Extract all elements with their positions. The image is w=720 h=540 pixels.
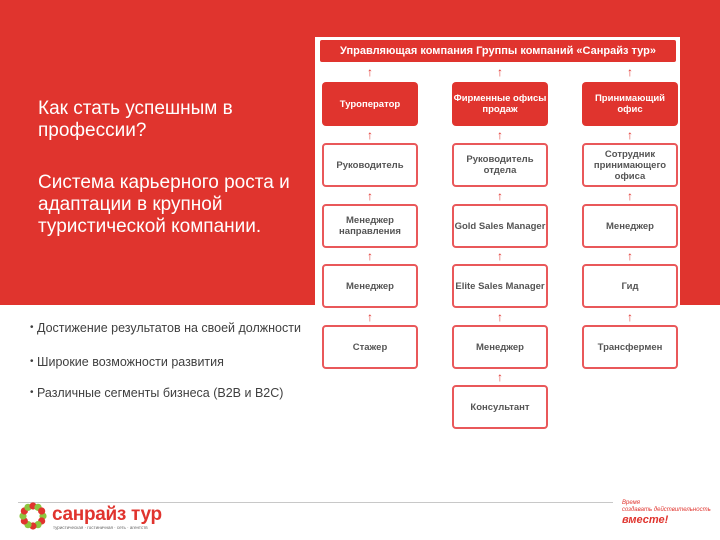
arrow-up-icon: ↑ (627, 249, 633, 263)
bullet-item: • Различные сегменты бизнеса (В2В и В2С) (30, 385, 320, 401)
org-box-guide: Гид (582, 264, 678, 308)
org-box-sales-offices: Фирменные офисы продаж (452, 82, 548, 126)
arrow-up-icon: ↑ (367, 249, 373, 263)
slide-subtitle: Система карьерного роста и адаптации в крупной туристической компании. (38, 172, 290, 237)
footer-divider (18, 502, 613, 503)
org-chart-header: Управляющая компания Группы компаний «Санрайз тур» (320, 40, 676, 62)
org-box-department-head: Руководитель отдела (452, 143, 548, 187)
arrow-up-icon: ↑ (497, 310, 503, 324)
logo-petal (38, 507, 45, 514)
arrow-up-icon: ↑ (367, 310, 373, 324)
arrow-up-icon: ↑ (497, 249, 503, 263)
arrow-up-icon: ↑ (497, 128, 503, 142)
arrow-up-icon: ↑ (497, 65, 503, 79)
arrow-up-icon: ↑ (627, 310, 633, 324)
org-box-touroperator: Туроператор (322, 82, 418, 126)
arrow-up-icon: ↑ (627, 65, 633, 79)
arrow-up-icon: ↑ (367, 65, 373, 79)
brand-name: санрайз тур (52, 504, 162, 525)
arrow-up-icon: ↑ (367, 128, 373, 142)
org-box-receiving-office: Принимающий офис (582, 82, 678, 126)
slogan-line-2: создавать действительность (622, 507, 711, 513)
arrow-up-icon: ↑ (497, 189, 503, 203)
arrow-up-icon: ↑ (627, 189, 633, 203)
arrow-up-icon: ↑ (367, 189, 373, 203)
org-box-manager-direction: Менеджер направления (322, 204, 418, 248)
arrow-up-icon: ↑ (627, 128, 633, 142)
bullet-item: • Широкие возможности развития (30, 354, 320, 370)
org-box-gold-sales-manager: Gold Sales Manager (452, 204, 548, 248)
org-box-manager: Менеджер (452, 325, 548, 369)
org-box-manager: Менеджер (322, 264, 418, 308)
brand-tagline: туристическая · гостиничная · сеть · агентств (53, 525, 148, 530)
org-box-manager: Менеджер (582, 204, 678, 248)
slogan-big: вместе! (622, 514, 669, 526)
slogan-line-1: Время (622, 500, 640, 506)
sun-logo-icon (18, 501, 48, 531)
org-box-receiving-staff: Сотрудник принимающего офиса (582, 143, 678, 187)
bullet-list (30, 320, 320, 401)
org-box-transferman: Трансфермен (582, 325, 678, 369)
arrow-up-icon: ↑ (497, 370, 503, 384)
org-box-intern: Стажер (322, 325, 418, 369)
bullet-item: • Достижение результатов на своей должности (30, 320, 320, 336)
slide-title: Как стать успешным в профессии? (38, 98, 233, 141)
org-box-elite-sales-manager: Elite Sales Manager (452, 264, 548, 308)
footer-slogan (622, 500, 711, 526)
org-box-consultant: Консультант (452, 385, 548, 429)
org-box-rukovoditel: Руководитель (322, 143, 418, 187)
